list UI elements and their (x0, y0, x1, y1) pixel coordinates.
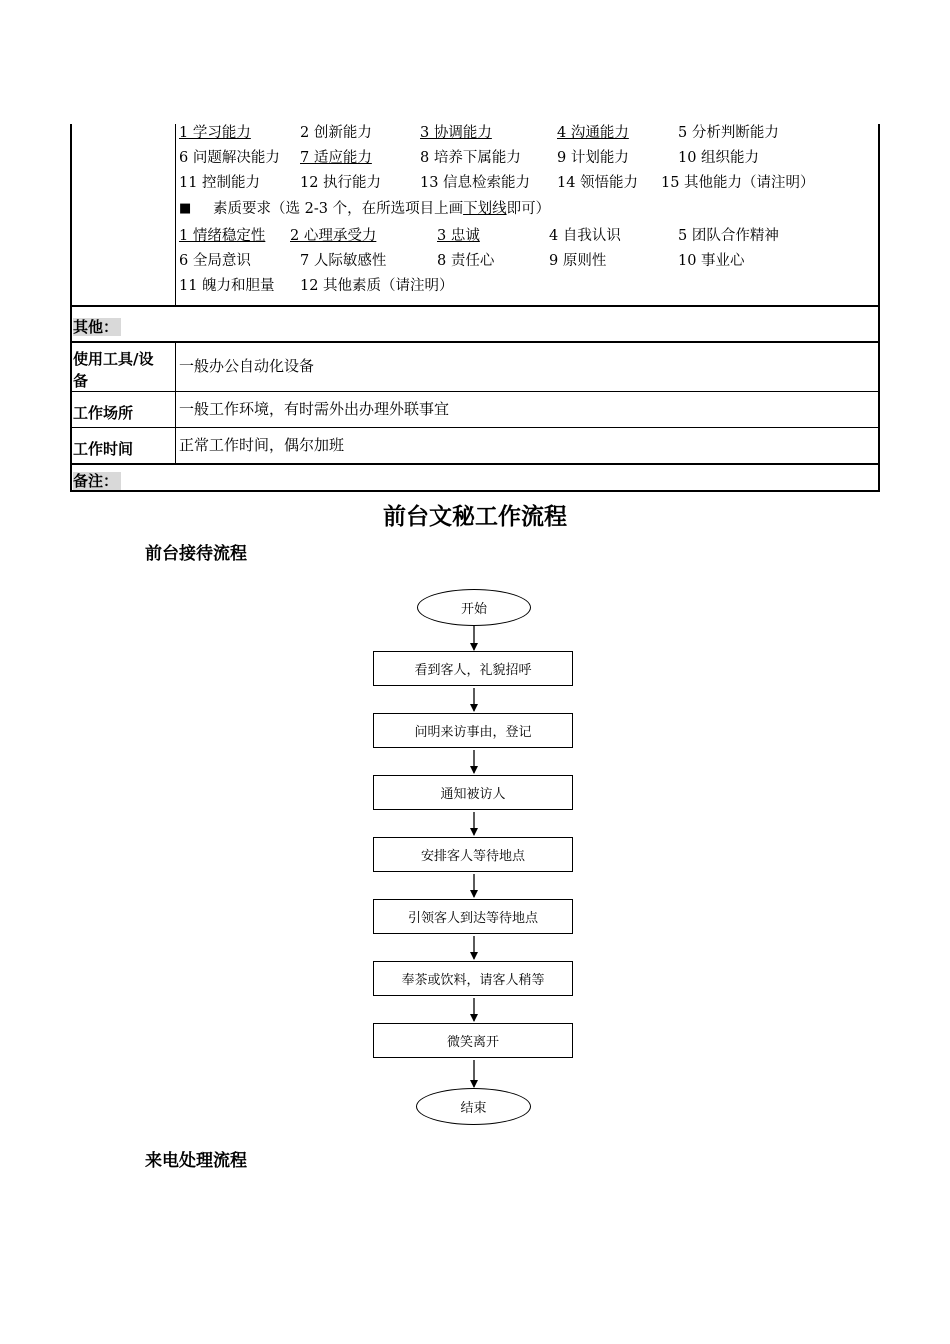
section-title-reception: 前台接待流程 (145, 544, 247, 564)
section-title-phone: 来电处理流程 (145, 1151, 247, 1171)
ability-item-10: 10 组织能力 (678, 150, 760, 166)
ability-item-1: 1 学习能力 (179, 125, 251, 141)
ability-item-13: 13 信息检索能力 (420, 175, 531, 191)
flow-step-6: 奉茶或饮料，请客人稍等 (373, 961, 573, 996)
quality-item-6: 6 全局意识 (179, 253, 251, 269)
flow-step-2: 问明来访事由，登记 (373, 713, 573, 748)
flow-step-4: 安排客人等待地点 (373, 837, 573, 872)
quality-item-2: 2 心理承受力 (290, 228, 377, 244)
ability-item-6: 6 问题解决能力 (179, 150, 280, 166)
quality-item-9: 9 原则性 (549, 253, 607, 269)
ability-item-7: 7 适应能力 (300, 150, 372, 166)
bullet-square-icon: ■ (179, 201, 192, 216)
quality-item-12: 12 其他素质（请注明） (300, 278, 454, 294)
ability-item-2: 2 创新能力 (300, 125, 372, 141)
quality-item-3: 3 忠诚 (437, 228, 480, 244)
ability-item-4: 4 沟通能力 (557, 125, 629, 141)
flow-end: 结束 (416, 1088, 531, 1125)
ability-item-8: 8 培养下属能力 (420, 150, 521, 166)
ability-item-3: 3 协调能力 (420, 125, 492, 141)
quality-item-8: 8 责任心 (437, 253, 495, 269)
quality-item-1: 1 情绪稳定性 (179, 228, 266, 244)
other-label: 其他： (73, 318, 121, 336)
tools-label-line2: 备 (73, 372, 89, 390)
flow-step-7: 微笑离开 (373, 1023, 573, 1058)
remark-label: 备注： (73, 472, 121, 490)
place-label: 工作场所 (73, 404, 134, 422)
quality-item-5: 5 团队合作精神 (678, 228, 779, 244)
ability-item-15: 15 其他能力（请注明） (661, 175, 815, 191)
quality-intro: 素质要求（选 2-3 个，在所选项目上画下划线即可） (213, 201, 551, 217)
time-label: 工作时间 (73, 440, 134, 458)
ability-item-14: 14 领悟能力 (557, 175, 639, 191)
ability-item-12: 12 执行能力 (300, 175, 382, 191)
quality-item-7: 7 人际敏感性 (300, 253, 387, 269)
time-value: 正常工作时间，偶尔加班 (179, 436, 345, 454)
tools-value: 一般办公自动化设备 (179, 357, 315, 375)
flow-step-3: 通知被访人 (373, 775, 573, 810)
flow-step-5: 引领客人到达等待地点 (373, 899, 573, 934)
ability-item-11: 11 控制能力 (179, 175, 261, 191)
quality-item-10: 10 事业心 (678, 253, 745, 269)
ability-item-5: 5 分析判断能力 (678, 125, 779, 141)
quality-item-11: 11 魄力和胆量 (179, 278, 275, 294)
ability-item-9: 9 计划能力 (557, 150, 629, 166)
flow-start: 开始 (417, 589, 531, 626)
place-value: 一般工作环境，有时需外出办理外联事宜 (179, 400, 450, 418)
quality-item-4: 4 自我认识 (549, 228, 621, 244)
flow-step-1: 看到客人，礼貌招呼 (373, 651, 573, 686)
tools-label-line1: 使用工具/设 (73, 350, 154, 368)
page-title: 前台文秘工作流程 (383, 504, 567, 530)
